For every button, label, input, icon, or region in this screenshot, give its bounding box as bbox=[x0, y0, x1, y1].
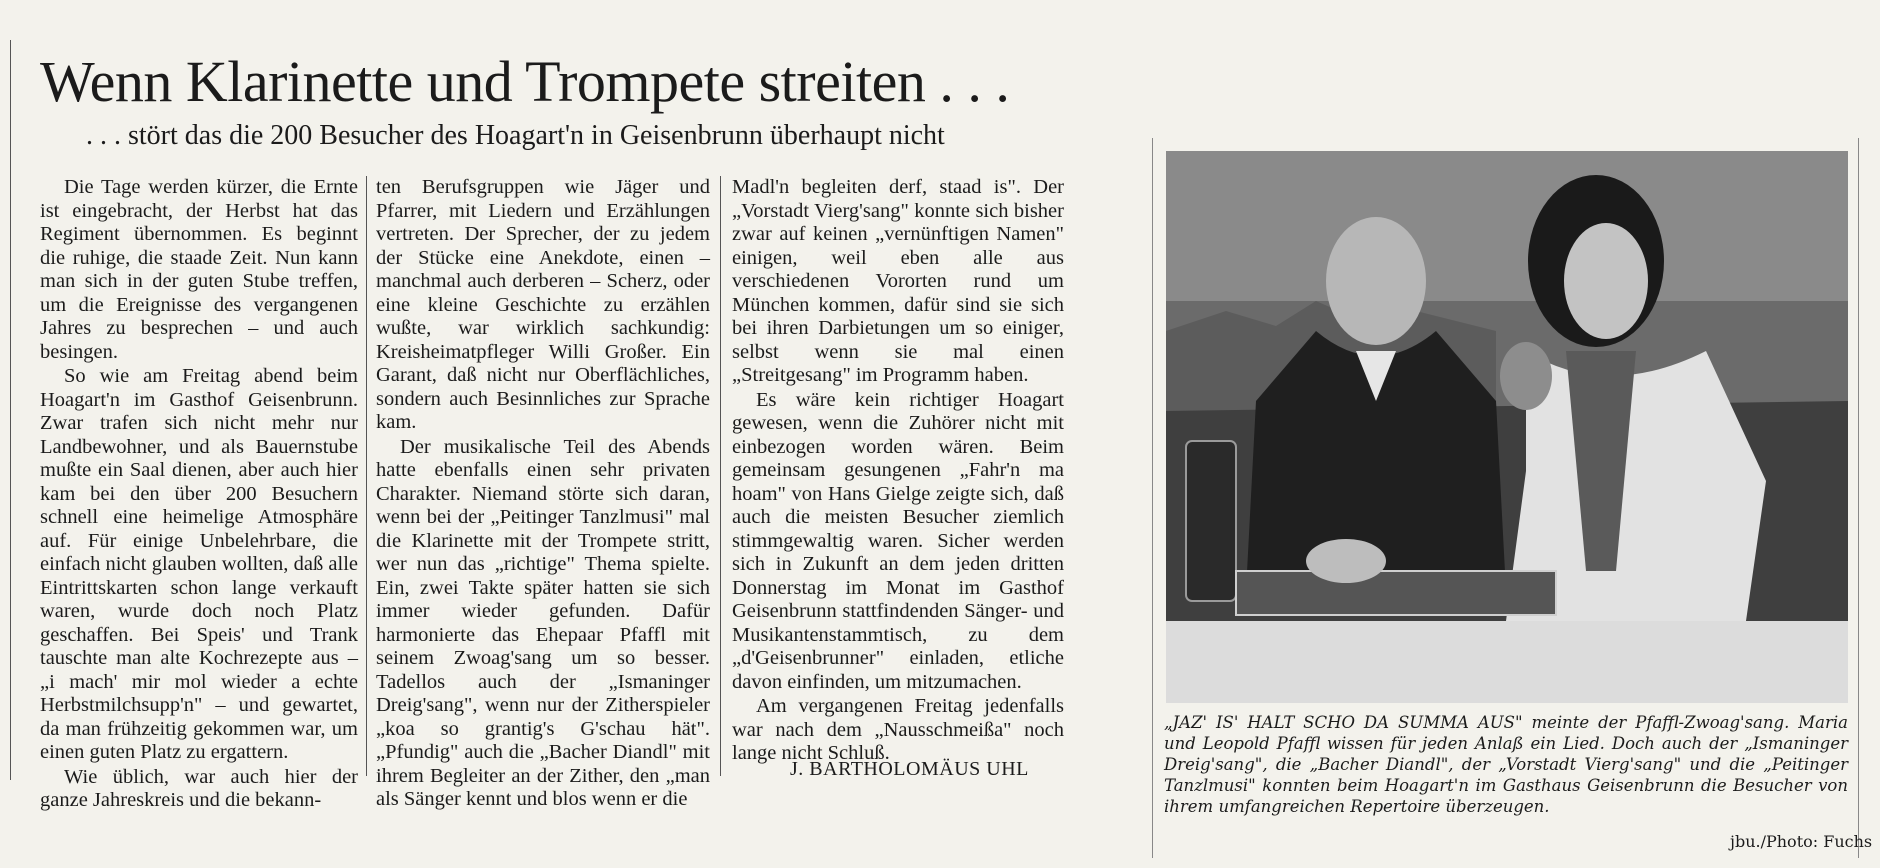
newspaper-photo bbox=[1166, 151, 1848, 703]
photo-caption: „JAZ' IS' HALT SCHO DA SUMMA AUS" meinte der Pfaffl-Zwoag'sang. Maria und Leopold Pfaffl wissen für jeden Anlaß ein Lied. Doch auch der „Ismaninger Dreig'sang", die „Bacher Diandl", der „Vorstadt Vierg'sang" und die „Peitinger Tanzlmusi" konnten beim Hoagart'n im Gasthaus Geisenbrunn die Besucher von ihrem umfangreichen Repertoire überzeugen. bbox=[1164, 713, 1848, 816]
paragraph: Madl'n begleiten derf, staad is". Der „Vorstadt Vierg'sang" konnte sich bisher zwar auf keinen „vernünftigen Namen" einigen, weil eben alle aus verschiedenen Vororten rund um München kommen, dafür sind sie sich bei ihren Darbietungen um so einiger, selbst wenn sie mal einen „Streitgesang" im Programm haben. bbox=[732, 176, 1064, 386]
article-column-2 bbox=[376, 176, 710, 810]
paragraph: Die Tage werden kürzer, die Ernte ist eingebracht, der Herbst hat das Regiment übernommen. Es beginnt die ruhige, die staade Zeit. Nun kann man sich in der guten Stube treffen, um die Ereignisse des vergangenen Jahres zu besprechen – und auch besingen. bbox=[40, 176, 358, 363]
headline: Wenn Klarinette und Trompete streiten . . . bbox=[40, 49, 1010, 114]
column-divider bbox=[720, 176, 721, 776]
paragraph: So wie am Freitag abend beim Hoagart'n im Gasthof Geisenbrunn. Zwar trafen sich nicht mehr nur Landbewohner, und als Bauernstube mußte ein Saal dienen, aber auch hier kam bei den über 200 Besuchern schnell eine heimelige Atmosphäre auf. Für einige Unbelehrbare, die einfach nicht glauben wollten, daß alle Eintrittskarten schon lange verkauft waren, wurde doch noch Platz geschaffen. Bei Speis' und Trank tauschte man alte Kochrezepte aus – „i mach' mir mol wieder a echte Herbstmilchsupp'n" – und gewartet, da man frühzeitig gekommen war, um einen guten Platz zu ergattern. bbox=[40, 365, 358, 763]
article-column-3 bbox=[732, 176, 1064, 764]
paragraph: ten Berufsgruppen wie Jäger und Pfarrer, mit Liedern und Erzählungen vertreten. Der Sprecher, der zu jedem der Stücke eine Anekdote, einen – manchmal auch derberen – Scherz, oder eine kleine Geschichte zu erzählen wußte, war wirklich sachkundig: Kreisheimatpfleger Willi Großer. Ein Garant, daß nicht nur Oberflächliches, sondern auch Besinnliches zur Sprache kam. bbox=[376, 176, 710, 433]
left-margin-rule bbox=[10, 40, 11, 780]
paragraph: Am vergangenen Freitag jedenfalls war nach dem „Nausschmeißa" noch lange nicht Schluß. bbox=[732, 695, 1064, 764]
singers-photo-icon bbox=[1166, 151, 1848, 703]
paragraph: Wie üblich, war auch hier der ganze Jahreskreis und die bekann- bbox=[40, 765, 358, 811]
subheadline: . . . stört das die 200 Besucher des Hoagart'n in Geisenbrunn überhaupt nicht bbox=[86, 120, 945, 151]
column-divider bbox=[366, 176, 367, 776]
article-column-1 bbox=[40, 176, 358, 811]
paragraph: Der musikalische Teil des Abends hatte ebenfalls einen sehr privaten Charakter. Niemand störte sich daran, wenn bei der „Peitinger Tanzlmusi" mal die Klarinette mit der Trompete stritt, wer nun das „richtige" Thema spielte. Ein, zwei Takte später hatten sie sich immer wieder gefunden. Dafür harmonierte das Ehepaar Pfaffl mit seinem Zwoag'sang um so besser. Tadellos auch der „Ismaninger Dreig'sang", wenn nur der Zitherspieler „koa so grantig's G'schau hät". „Pfundig" auch die „Bacher Diandl" mit ihrem Begleiter an der Zither, den „man als Sänger kennt und blos wenn er die bbox=[376, 435, 710, 810]
byline: J. BARTHOLOMÄUS UHL bbox=[790, 758, 1029, 780]
photo-credit: jbu./Photo: Fuchs bbox=[1730, 832, 1873, 851]
paragraph: Es wäre kein richtiger Hoagart gewesen, wenn die Zuhörer nicht mit einbezogen worden wären. Beim gemeinsam gesungenen „Fahr'n ma hoam" von Hans Gielge zeigte sich, daß auch die meisten Besucher ziemlich stimmgewaltig waren. Sicher werden sich in Zukunft an dem jeden dritten Donnerstag im Monat im Gasthof Geisenbrunn stattfindenden Sänger- und Musikantenstammtisch, zu dem „d'Geisenbrunner" einladen, etliche davon einfinden, um mitzumachen. bbox=[732, 388, 1064, 693]
